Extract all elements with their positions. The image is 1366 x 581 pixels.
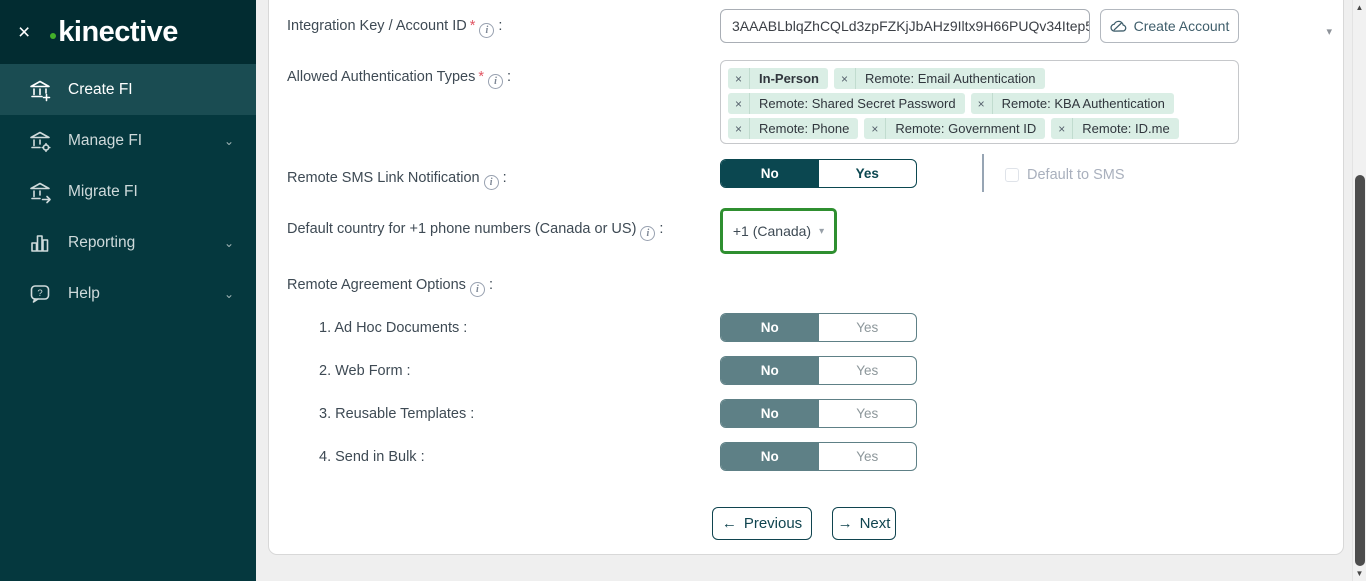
bank-plus-icon: [26, 76, 54, 104]
chip-label: Remote: Phone: [759, 121, 850, 136]
next-label: Next: [859, 515, 891, 532]
main-area: [256, 0, 1366, 581]
info-icon[interactable]: i: [640, 226, 655, 241]
toggle-no-option[interactable]: No: [721, 314, 819, 341]
auth-chip: [728, 93, 965, 114]
auth-types-label: Allowed Authentication Types * i :: [287, 69, 512, 87]
create-account-label: Create Account: [1133, 18, 1230, 34]
integration-key-input[interactable]: [720, 9, 1090, 43]
chip-remove-icon[interactable]: ×: [971, 93, 993, 114]
right-arrow-icon: →: [837, 515, 853, 532]
chip-remove-icon[interactable]: ×: [728, 118, 750, 139]
sidebar-item-migrate-fi[interactable]: [0, 166, 256, 217]
toggle-no-option[interactable]: No: [721, 357, 819, 384]
auth-chip: [728, 118, 858, 139]
bank-gear-icon: [26, 127, 54, 155]
default-to-sms-label: Default to SMS: [1027, 167, 1125, 183]
send-in-bulk-label: 4. Send in Bulk :: [319, 449, 425, 465]
send-in-bulk-toggle: [720, 442, 917, 471]
next-button[interactable]: [832, 507, 896, 540]
toggle-yes-option[interactable]: Yes: [856, 320, 879, 335]
chip-label: Remote: ID.me: [1082, 121, 1170, 136]
required-asterisk: *: [478, 69, 485, 85]
toggle-no-option[interactable]: No: [721, 443, 819, 470]
sidebar-item-label: Help: [68, 284, 100, 302]
cloud-edit-icon: [1110, 19, 1127, 33]
toggle-no-option[interactable]: No: [721, 400, 819, 427]
auth-chip: [864, 118, 1045, 139]
logo: [50, 15, 178, 48]
country-select[interactable]: [720, 208, 837, 254]
chip-label: Remote: KBA Authentication: [1001, 96, 1165, 111]
chip-remove-icon[interactable]: ×: [1051, 118, 1073, 139]
auth-types-multiselect[interactable]: [720, 60, 1239, 144]
bar-chart-icon: [26, 229, 54, 257]
logo-text: kinective: [58, 15, 178, 48]
svg-text:?: ?: [37, 287, 43, 299]
create-account-button[interactable]: [1100, 9, 1239, 43]
toggle-yes-option[interactable]: Yes: [855, 166, 879, 181]
sidebar-item-manage-fi[interactable]: [0, 115, 256, 166]
bank-arrow-icon: [26, 178, 54, 206]
web-form-toggle: [720, 356, 917, 385]
previous-button[interactable]: [712, 507, 812, 540]
scroll-down-icon[interactable]: ▼: [1355, 569, 1364, 578]
chip-remove-icon[interactable]: ×: [834, 68, 856, 89]
chip-label: Remote: Government ID: [895, 121, 1037, 136]
scroll-up-icon[interactable]: ▲: [1355, 3, 1364, 12]
chip-label: Remote: Email Authentication: [865, 71, 1036, 86]
chevron-down-icon[interactable]: ⌄: [223, 286, 234, 301]
auth-chip: [971, 93, 1174, 114]
left-arrow-icon: ←: [721, 515, 737, 532]
info-icon[interactable]: i: [470, 282, 485, 297]
toggle-yes-option[interactable]: Yes: [856, 449, 879, 464]
required-asterisk: *: [469, 18, 476, 34]
info-icon[interactable]: i: [479, 23, 494, 38]
scrollbar-thumb[interactable]: [1355, 175, 1365, 566]
sidebar: [0, 0, 256, 581]
chevron-down-icon[interactable]: ⌄: [223, 133, 234, 148]
logo-dot-icon: [50, 33, 56, 39]
reusable-templates-toggle: [720, 399, 917, 428]
default-country-label: Default country for +1 phone numbers (Canada or US) i :: [287, 221, 664, 239]
reusable-templates-label: 3. Reusable Templates :: [319, 406, 475, 422]
toggle-yes-option[interactable]: Yes: [856, 406, 879, 421]
sidebar-item-create-fi[interactable]: [0, 64, 256, 115]
sms-notification-label: Remote SMS Link Notification i :: [287, 170, 507, 188]
chip-label: In-Person: [759, 71, 819, 86]
ad-hoc-documents-label: 1. Ad Hoc Documents :: [319, 320, 468, 336]
web-form-label: 2. Web Form :: [319, 363, 411, 379]
auth-chip: [1051, 118, 1178, 139]
chip-remove-icon[interactable]: ×: [728, 68, 750, 89]
info-icon[interactable]: i: [488, 74, 503, 89]
chevron-down-icon[interactable]: ⌄: [223, 235, 234, 250]
ad-hoc-documents-toggle: [720, 313, 917, 342]
sidebar-header: [0, 0, 256, 64]
select-caret-icon: ▾: [819, 225, 825, 237]
auth-chip: [728, 68, 828, 89]
country-select-value: +1 (Canada): [732, 223, 812, 239]
sidebar-item-reporting[interactable]: [0, 217, 256, 268]
default-to-sms-checkbox: [1005, 168, 1019, 182]
sms-notification-toggle: [720, 159, 917, 188]
chip-label: Remote: Shared Secret Password: [759, 96, 956, 111]
previous-label: Previous: [743, 515, 803, 532]
sidebar-item-label: Create FI: [68, 80, 133, 98]
form-card: [268, 0, 1344, 555]
toggle-no-option[interactable]: No: [721, 160, 819, 187]
auth-chip: [834, 68, 1045, 89]
vertical-scrollbar: [1352, 0, 1366, 581]
sidebar-item-label: Reporting: [68, 233, 136, 251]
help-bubble-icon: [26, 280, 54, 308]
sidebar-item-label: Manage FI: [68, 131, 143, 149]
sidebar-item-help[interactable]: [0, 268, 256, 319]
chip-remove-icon[interactable]: ×: [864, 118, 886, 139]
integration-key-label: Integration Key / Account ID * i :: [287, 18, 503, 36]
vertical-divider: [982, 154, 984, 192]
chip-remove-icon[interactable]: ×: [728, 93, 750, 114]
sidebar-nav: [0, 64, 256, 319]
sidebar-item-label: Migrate FI: [68, 182, 138, 200]
agreement-options-label: Remote Agreement Options i :: [287, 277, 493, 295]
multiselect-caret-icon[interactable]: ▾: [1326, 26, 1332, 38]
toggle-yes-option[interactable]: Yes: [856, 363, 879, 378]
info-icon[interactable]: i: [484, 175, 499, 190]
close-icon[interactable]: ×: [18, 20, 31, 44]
